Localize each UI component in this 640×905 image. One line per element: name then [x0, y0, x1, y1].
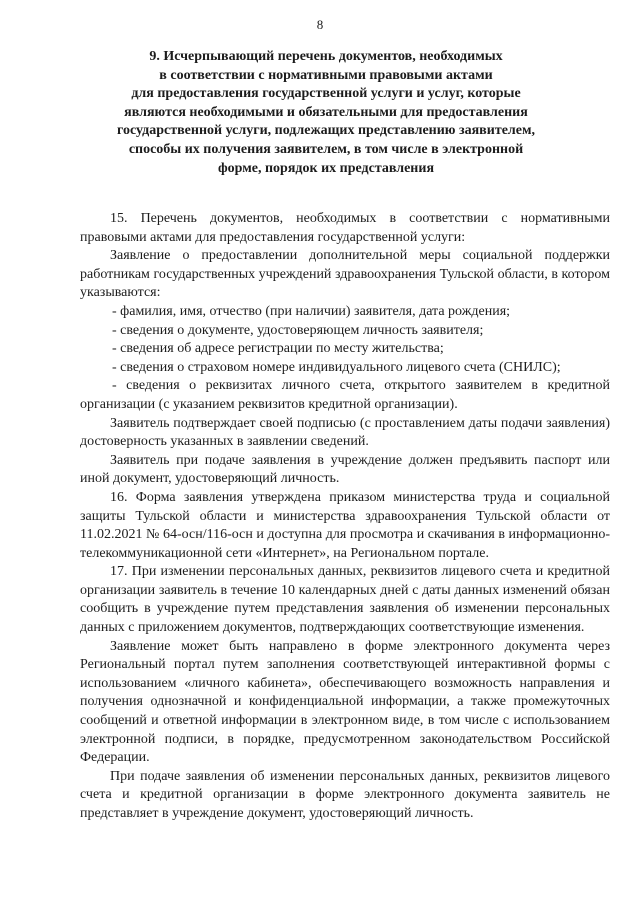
list-item-full-name: - фамилия, имя, отчество (при наличии) заявителя, дата рождения; — [112, 303, 511, 319]
paragraph-electronic-submission: Заявление может быть направлено в форме электронного документа через Региональный портал путем заполнения соответствующей интерактивной формы с использованием «личного кабинета», обеспечивающего возможность направления и получения однозначной и конфиденциальной информации, а также промежуточных сообщений и ответной информации в электронном виде, в том числе с использованием электронной подписи, в порядке, предусмотренном законодательством Российской Федерации. — [80, 638, 610, 766]
heading-line: в соответствии с нормативными правовыми актами — [159, 67, 493, 83]
document-body — [80, 210, 610, 824]
paragraph-application-contents: Заявление о предоставлении дополнительной меры социальной поддержки работникам государственных учреждений здравоохранения Тульской области, в котором указываются: — [80, 248, 610, 301]
section-heading — [92, 48, 560, 178]
paragraph-signature-confirmation: Заявитель подтверждает своей подписью (с проставлением даты подачи заявления) достоверность указанных в заявлении сведений. — [80, 415, 610, 450]
heading-line: для предоставления государственной услуги и услуг, которые — [131, 86, 521, 102]
paragraph-item-16: 16. Форма заявления утверждена приказом министерства труда и социальной защиты Тульской области и министерства здравоохранения Тульской области от 11.02.2021 № 64-осн/116-осн и доступна для просмотра и скачивания в информационно-телекоммуникационной сети «Интернет», на Региональном портале. — [80, 489, 610, 561]
heading-line: способы их получения заявителем, в том числе в электронной — [128, 141, 524, 157]
paragraph-item-15: 15. Перечень документов, необходимых в соответствии с нормативными правовыми актами для предоставления государственной услуги: — [80, 211, 610, 245]
list-item-snils: - сведения о страховом номере индивидуального лицевого счета (СНИЛС); — [112, 359, 561, 375]
paragraph-electronic-changes: При подаче заявления об изменении персональных данных, реквизитов лицевого счета и кредитной организации в форме электронного документа заявитель не представляет в учреждение документ, удостоверяющий личность. — [80, 768, 610, 821]
heading-line: являются необходимыми и обязательными для предоставления — [124, 104, 528, 120]
list-item-registration-address: - сведения об адресе регистрации по месту жительства; — [112, 341, 444, 357]
paragraph-item-17: 17. При изменении персональных данных, реквизитов лицевого счета и кредитной организации заявитель в течение 10 календарных дней с даты данных изменений обязан сообщить в учреждение путем представления заявления об изменении персональных данных с приложением документов, подтверждающих соответствующие изменения. — [80, 564, 610, 636]
list-item-identity-document: - сведения о документе, удостоверяющем личность заявителя; — [112, 322, 484, 338]
heading-line: государственной услуги, подлежащих представлению заявителем, — [116, 123, 536, 139]
list-item-bank-details: - сведения о реквизитах личного счета, открытого заявителем в кредитной организации (с указанием реквизитов кредитной организации). — [80, 378, 610, 412]
heading-line: форме, порядок их представления — [217, 160, 435, 176]
paragraph-passport-requirement: Заявитель при подаче заявления в учреждение должен предъявить паспорт или иной документ, удостоверяющий личность. — [80, 452, 610, 487]
page-number: 8 — [316, 17, 324, 32]
heading-line: 9. Исчерпывающий перечень документов, необходимых — [149, 49, 503, 64]
